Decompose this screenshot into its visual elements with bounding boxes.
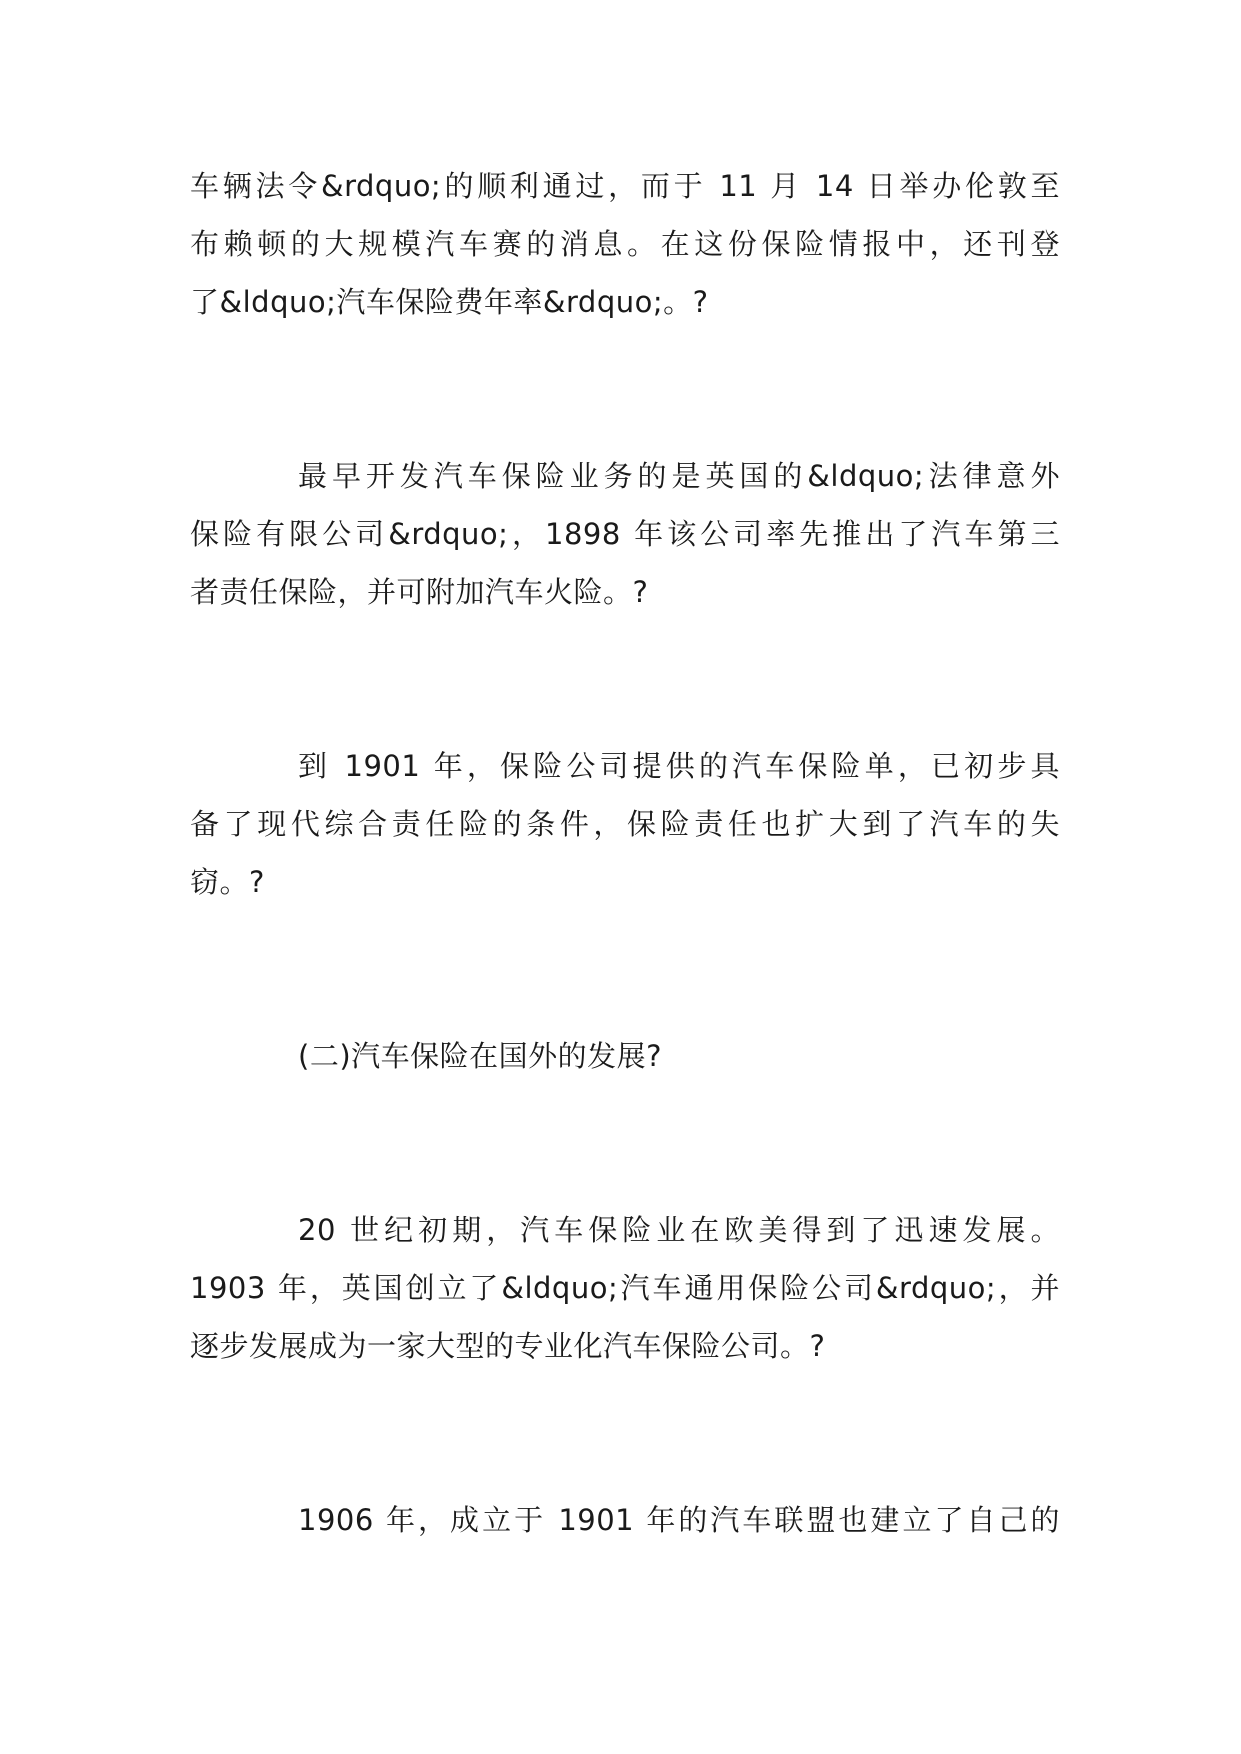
paragraph-5-line-1: 20 世纪初期，汽车保险业在欧美得到了迅速发展。: [298, 1213, 1060, 1247]
section-heading: (二)汽车保险在国外的发展?: [298, 1039, 663, 1073]
paragraph-3-line-1: 到 1901 年，保险公司提供的汽车保险单，已初步具: [298, 749, 1060, 783]
paragraph-5-line-2: 1903 年，英国创立了&ldquo;汽车通用保险公司&rdquo;，并: [190, 1271, 1060, 1305]
paragraph-3-line-3: 窃。?: [190, 865, 265, 899]
paragraph-2-line-1: 最早开发汽车保险业务的是英国的&ldquo;法律意外: [298, 459, 1060, 493]
paragraph-1-line-3: 了&ldquo;汽车保险费年率&rdquo;。?: [190, 285, 709, 319]
paragraph-1-line-1: 车辆法令&rdquo;的顺利通过，而于 11 月 14 日举办伦敦至: [190, 169, 1060, 203]
paragraph-3-line-2: 备了现代综合责任险的条件，保险责任也扩大到了汽车的失: [190, 807, 1060, 841]
paragraph-2-line-2: 保险有限公司&rdquo;，1898 年该公司率先推出了汽车第三: [190, 517, 1060, 551]
paragraph-5-line-3: 逐步发展成为一家大型的专业化汽车保险公司。?: [190, 1329, 826, 1363]
paragraph-6-line-1: 1906 年，成立于 1901 年的汽车联盟也建立了自己的: [298, 1503, 1060, 1537]
paragraph-2-line-3: 者责任保险，并可附加汽车火险。?: [190, 575, 649, 609]
paragraph-1-line-2: 布赖顿的大规模汽车赛的消息。在这份保险情报中，还刊登: [190, 227, 1060, 261]
